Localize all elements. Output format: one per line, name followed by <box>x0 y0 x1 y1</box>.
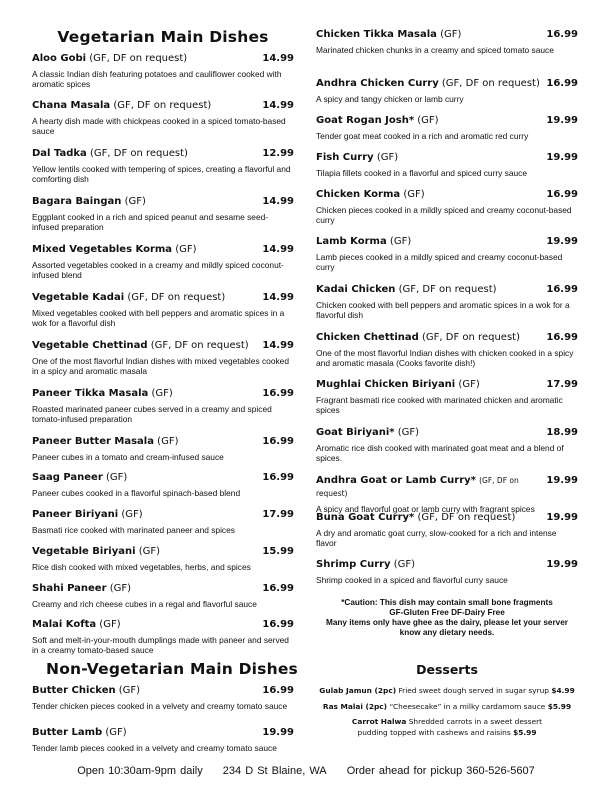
menu-item <box>316 114 578 141</box>
item-description: Basmati rice cooked with marinated paneer and spices <box>32 525 235 535</box>
item-name: Butter Lamb <box>32 727 103 738</box>
footer <box>0 765 612 777</box>
menu-item <box>32 684 294 711</box>
item-price: 16.99 <box>546 29 578 40</box>
item-note: (GF, DF on request) <box>89 148 188 159</box>
menu-item <box>316 331 578 368</box>
item-description: Tilapia fillets cooked in a flavorful and spiced curry sauce <box>316 168 528 178</box>
item-description: Tender chicken pieces cooked in a velvety and creamy tomato sauce <box>32 701 288 711</box>
menu-item <box>32 52 294 89</box>
menu-item <box>316 426 578 463</box>
item-note: (GF, DF on request) <box>89 53 188 64</box>
menu-item <box>316 188 578 225</box>
item-price: 14.99 <box>262 196 294 207</box>
menu-item <box>32 291 294 328</box>
item-note: (GF, DF on request) <box>316 476 519 498</box>
item-description: Marinated chicken chunks in a creamy and spiced tomato sauce <box>316 45 554 55</box>
item-note: (GF) <box>99 619 121 630</box>
caution-legend: GF-Gluten Free DF-Dairy Free <box>389 608 505 617</box>
item-name: Dal Tadka <box>32 148 87 159</box>
item-note: (GF, DF on request) <box>150 340 249 351</box>
caution-dietary: Many items only have ghee as the dairy, please let your server know any dietary needs. <box>326 618 568 637</box>
item-note: (GF) <box>440 29 462 40</box>
menu-item <box>316 77 578 104</box>
item-price: 17.99 <box>546 379 578 390</box>
item-note: (GF) <box>403 189 425 200</box>
menu-item <box>316 283 578 320</box>
menu-item <box>32 243 294 280</box>
item-description: One of the most flavorful Indian dishes with chicken cooked in a spicy and aromatic masala (Cooks favorite dish!) <box>316 348 574 368</box>
dessert-price: $5.99 <box>513 728 537 737</box>
item-description: Chicken pieces cooked in a mildly spiced and creamy coconut-based curry <box>316 205 572 225</box>
item-description: Creamy and rich cheese cubes in a regal and flavorful sauce <box>32 599 257 609</box>
item-name: Chicken Tikka Masala <box>316 29 437 40</box>
item-description: Yellow lentils cooked with tempering of spices, creating a flavorful and comforting dish <box>32 164 291 184</box>
item-name: Butter Chicken <box>32 685 116 696</box>
item-name: Chicken Korma <box>316 189 401 200</box>
menu-item <box>32 545 294 572</box>
item-description: Paneer cubes in a tomato and cream-infused sauce <box>32 452 224 462</box>
dessert-item <box>316 716 578 738</box>
dessert-description: Fried sweet dough served in sugar syrup <box>398 686 549 695</box>
caution-bone-fragments: *Caution: This dish may contain small bone fragments <box>341 598 553 607</box>
menu-item <box>316 558 578 585</box>
item-note: (GF) <box>105 727 127 738</box>
menu-item <box>32 435 294 462</box>
menu-item <box>32 195 294 232</box>
footer-address: 234 D St Blaine, WA <box>222 765 327 777</box>
menu-item <box>32 147 294 184</box>
menu-item <box>32 387 294 424</box>
menu-item <box>316 511 578 548</box>
item-description: Eggplant cooked in a rich and spiced peanut and sesame seed-infused preparation <box>32 212 269 232</box>
item-price: 16.99 <box>546 284 578 295</box>
item-note: (GF) <box>397 427 420 438</box>
item-description: A hearty dish made with chickpeas cooked in a spiced tomato-based sauce <box>32 116 286 136</box>
item-price: 19.99 <box>546 115 578 126</box>
dessert-name: Ras Malai (2pc) <box>322 702 388 711</box>
dessert-price: $5.99 <box>547 702 572 711</box>
item-name: Mixed Vegetables Korma <box>32 244 173 255</box>
menu-item <box>316 235 578 272</box>
vegetarian-section-title: Vegetarian Main Dishes <box>57 28 269 46</box>
non-vegetarian-section-title: Non-Vegetarian Main Dishes <box>46 660 298 678</box>
item-description: A spicy and tangy chicken or lamb curry <box>316 94 464 104</box>
menu-item <box>32 726 294 753</box>
item-note: (GF, DF on request) <box>398 284 497 295</box>
dessert-name: Carrot Halwa <box>351 717 407 726</box>
item-name: Shrimp Curry <box>316 559 391 570</box>
dessert-item <box>316 701 578 712</box>
item-description: A dry and aromatic goat curry, slow-cooked for a rich and intense flavor <box>316 528 557 548</box>
item-price: 15.99 <box>262 546 294 557</box>
item-note: (GF) <box>157 436 179 447</box>
item-note: (GF) <box>417 115 439 126</box>
menu-item <box>32 508 294 535</box>
item-price: 12.99 <box>262 148 294 159</box>
item-price: 14.99 <box>262 100 294 111</box>
item-note: (GF) <box>124 196 146 207</box>
item-description: Chicken cooked with bell peppers and aromatic spices in a wok for a flavorful dish <box>316 300 570 320</box>
item-price: 16.99 <box>262 619 294 630</box>
item-name: Goat Biriyani* <box>316 427 395 438</box>
item-note: (GF) <box>458 379 480 390</box>
footer-hours: Open 10:30am-9pm daily <box>77 765 203 777</box>
item-name: Saag Paneer <box>32 472 103 483</box>
item-note: (GF) <box>105 472 128 483</box>
item-name: Lamb Korma <box>316 236 387 247</box>
item-price: 19.99 <box>546 512 578 523</box>
item-price: 19.99 <box>546 475 578 486</box>
item-note: (GF, DF on request) <box>422 332 520 343</box>
item-price: 19.99 <box>262 727 294 738</box>
item-description: Tender lamb pieces cooked in a velvety and creamy tomato sauce <box>32 743 277 753</box>
item-description: Roasted marinated paneer cubes served in a creamy and spiced tomato-infused preparation <box>32 404 272 424</box>
menu-item <box>32 471 294 498</box>
item-name: Paneer Biriyani <box>32 509 119 520</box>
item-description: Tender goat meat cooked in a rich and aromatic red curry <box>316 131 529 141</box>
item-name: Vegetable Chettinad <box>32 340 148 351</box>
footer-order-phone: Order ahead for pickup 360-526-5607 <box>346 765 535 777</box>
dessert-price: $4.99 <box>551 686 575 695</box>
item-price: 19.99 <box>546 559 578 570</box>
item-name: Chicken Chettinad <box>316 332 419 343</box>
item-name: Chana Masala <box>32 100 111 111</box>
item-note: (GF) <box>151 388 173 399</box>
item-note: (GF) <box>118 685 141 696</box>
item-price: 16.99 <box>546 332 578 343</box>
item-note: (GF) <box>175 244 197 255</box>
item-price: 16.99 <box>262 388 294 399</box>
item-note: (GF) <box>389 236 412 247</box>
desserts-section-title: Desserts <box>416 662 478 677</box>
item-note: (GF, DF on request) <box>127 292 226 303</box>
item-name: Malai Kofta <box>32 619 97 630</box>
menu-item <box>316 28 578 55</box>
item-name: Kadai Chicken <box>316 284 396 295</box>
menu-item <box>32 582 294 609</box>
item-note: (GF) <box>121 509 143 520</box>
item-description: Lamb pieces cooked in a mildly spiced and creamy coconut-based curry <box>316 252 563 272</box>
item-name: Andhra Chicken Curry <box>316 78 439 89</box>
item-name: Paneer Butter Masala <box>32 436 154 447</box>
item-name: Paneer Tikka Masala <box>32 388 149 399</box>
item-note: (GF) <box>109 583 132 594</box>
item-note: (GF, DF on request) <box>441 78 540 89</box>
item-description: Soft and melt-in-your-mouth dumplings made with paneer and served in a creamy tomato-based sauce <box>32 635 289 655</box>
item-price: 16.99 <box>262 583 294 594</box>
caution-note <box>316 598 578 638</box>
item-price: 14.99 <box>262 292 294 303</box>
menu-item <box>316 474 578 514</box>
item-note: (GF) <box>138 546 161 557</box>
item-price: 14.99 <box>262 244 294 255</box>
item-description: One of the most flavorful Indian dishes with mixed vegetables cooked in a spicy and aromatic masala <box>32 356 289 376</box>
dessert-description: “Cheesecake” in a milky cardamom sauce <box>389 702 546 711</box>
item-price: 16.99 <box>262 472 294 483</box>
item-description: Shrimp cooked in a spiced and flavorful curry sauce <box>316 575 508 585</box>
menu-item <box>316 378 578 415</box>
item-price: 16.99 <box>546 189 578 200</box>
item-name: Mughlai Chicken Biriyani <box>316 379 456 390</box>
menu-item <box>32 339 294 376</box>
item-price: 18.99 <box>546 427 578 438</box>
item-description: Mixed vegetables cooked with bell peppers and aromatic spices in a wok for a flavorful dish <box>32 308 285 328</box>
item-description: Paneer cubes cooked in a flavorful spinach-based blend <box>32 488 241 498</box>
item-name: Buna Goat Curry* <box>316 512 415 523</box>
item-price: 16.99 <box>262 436 294 447</box>
item-note: (GF, DF on request) <box>417 512 516 523</box>
item-name: Shahi Paneer <box>32 583 107 594</box>
item-price: 16.99 <box>262 685 294 696</box>
menu-item <box>32 618 294 655</box>
item-note: (GF) <box>393 559 416 570</box>
item-description: A spicy and flavorful goat or lamb curry with fragrant spices <box>316 504 535 514</box>
item-name: Bagara Baingan <box>32 196 122 207</box>
dessert-description: Shredded carrots in a sweet dessert pudding topped with cashews and raisins <box>357 717 543 737</box>
item-description: A classic Indian dish featuring potatoes and cauliflower cooked with aromatic spices <box>32 69 282 89</box>
item-name: Vegetable Biriyani <box>32 546 136 557</box>
menu-item <box>32 99 294 136</box>
item-note: (GF, DF on request) <box>113 100 212 111</box>
item-description: Rice dish cooked with mixed vegetables, herbs, and spices <box>32 562 251 572</box>
item-description: Assorted vegetables cooked in a creamy and mildly spiced coconut-infused blend <box>32 260 284 280</box>
menu-item <box>316 151 578 178</box>
item-price: 14.99 <box>262 53 294 64</box>
item-price: 19.99 <box>546 236 578 247</box>
item-description: Aromatic rice dish cooked with marinated goat meat and a blend of spices. <box>316 443 564 463</box>
item-price: 19.99 <box>546 152 578 163</box>
item-name: Vegetable Kadai <box>32 292 125 303</box>
dessert-item <box>316 685 578 696</box>
item-name: Fish Curry <box>316 152 374 163</box>
item-name: Goat Rogan Josh* <box>316 115 415 126</box>
dessert-name: Gulab Jamun (2pc) <box>319 686 397 695</box>
item-name: Aloo Gobi <box>32 53 87 64</box>
item-name: Andhra Goat or Lamb Curry* <box>316 475 476 486</box>
item-price: 14.99 <box>262 340 294 351</box>
item-note: (GF) <box>376 152 399 163</box>
item-description: Fragrant basmati rice cooked with marinated chicken and aromatic spices <box>316 395 563 415</box>
item-price: 16.99 <box>546 78 578 89</box>
item-price: 17.99 <box>262 509 294 520</box>
